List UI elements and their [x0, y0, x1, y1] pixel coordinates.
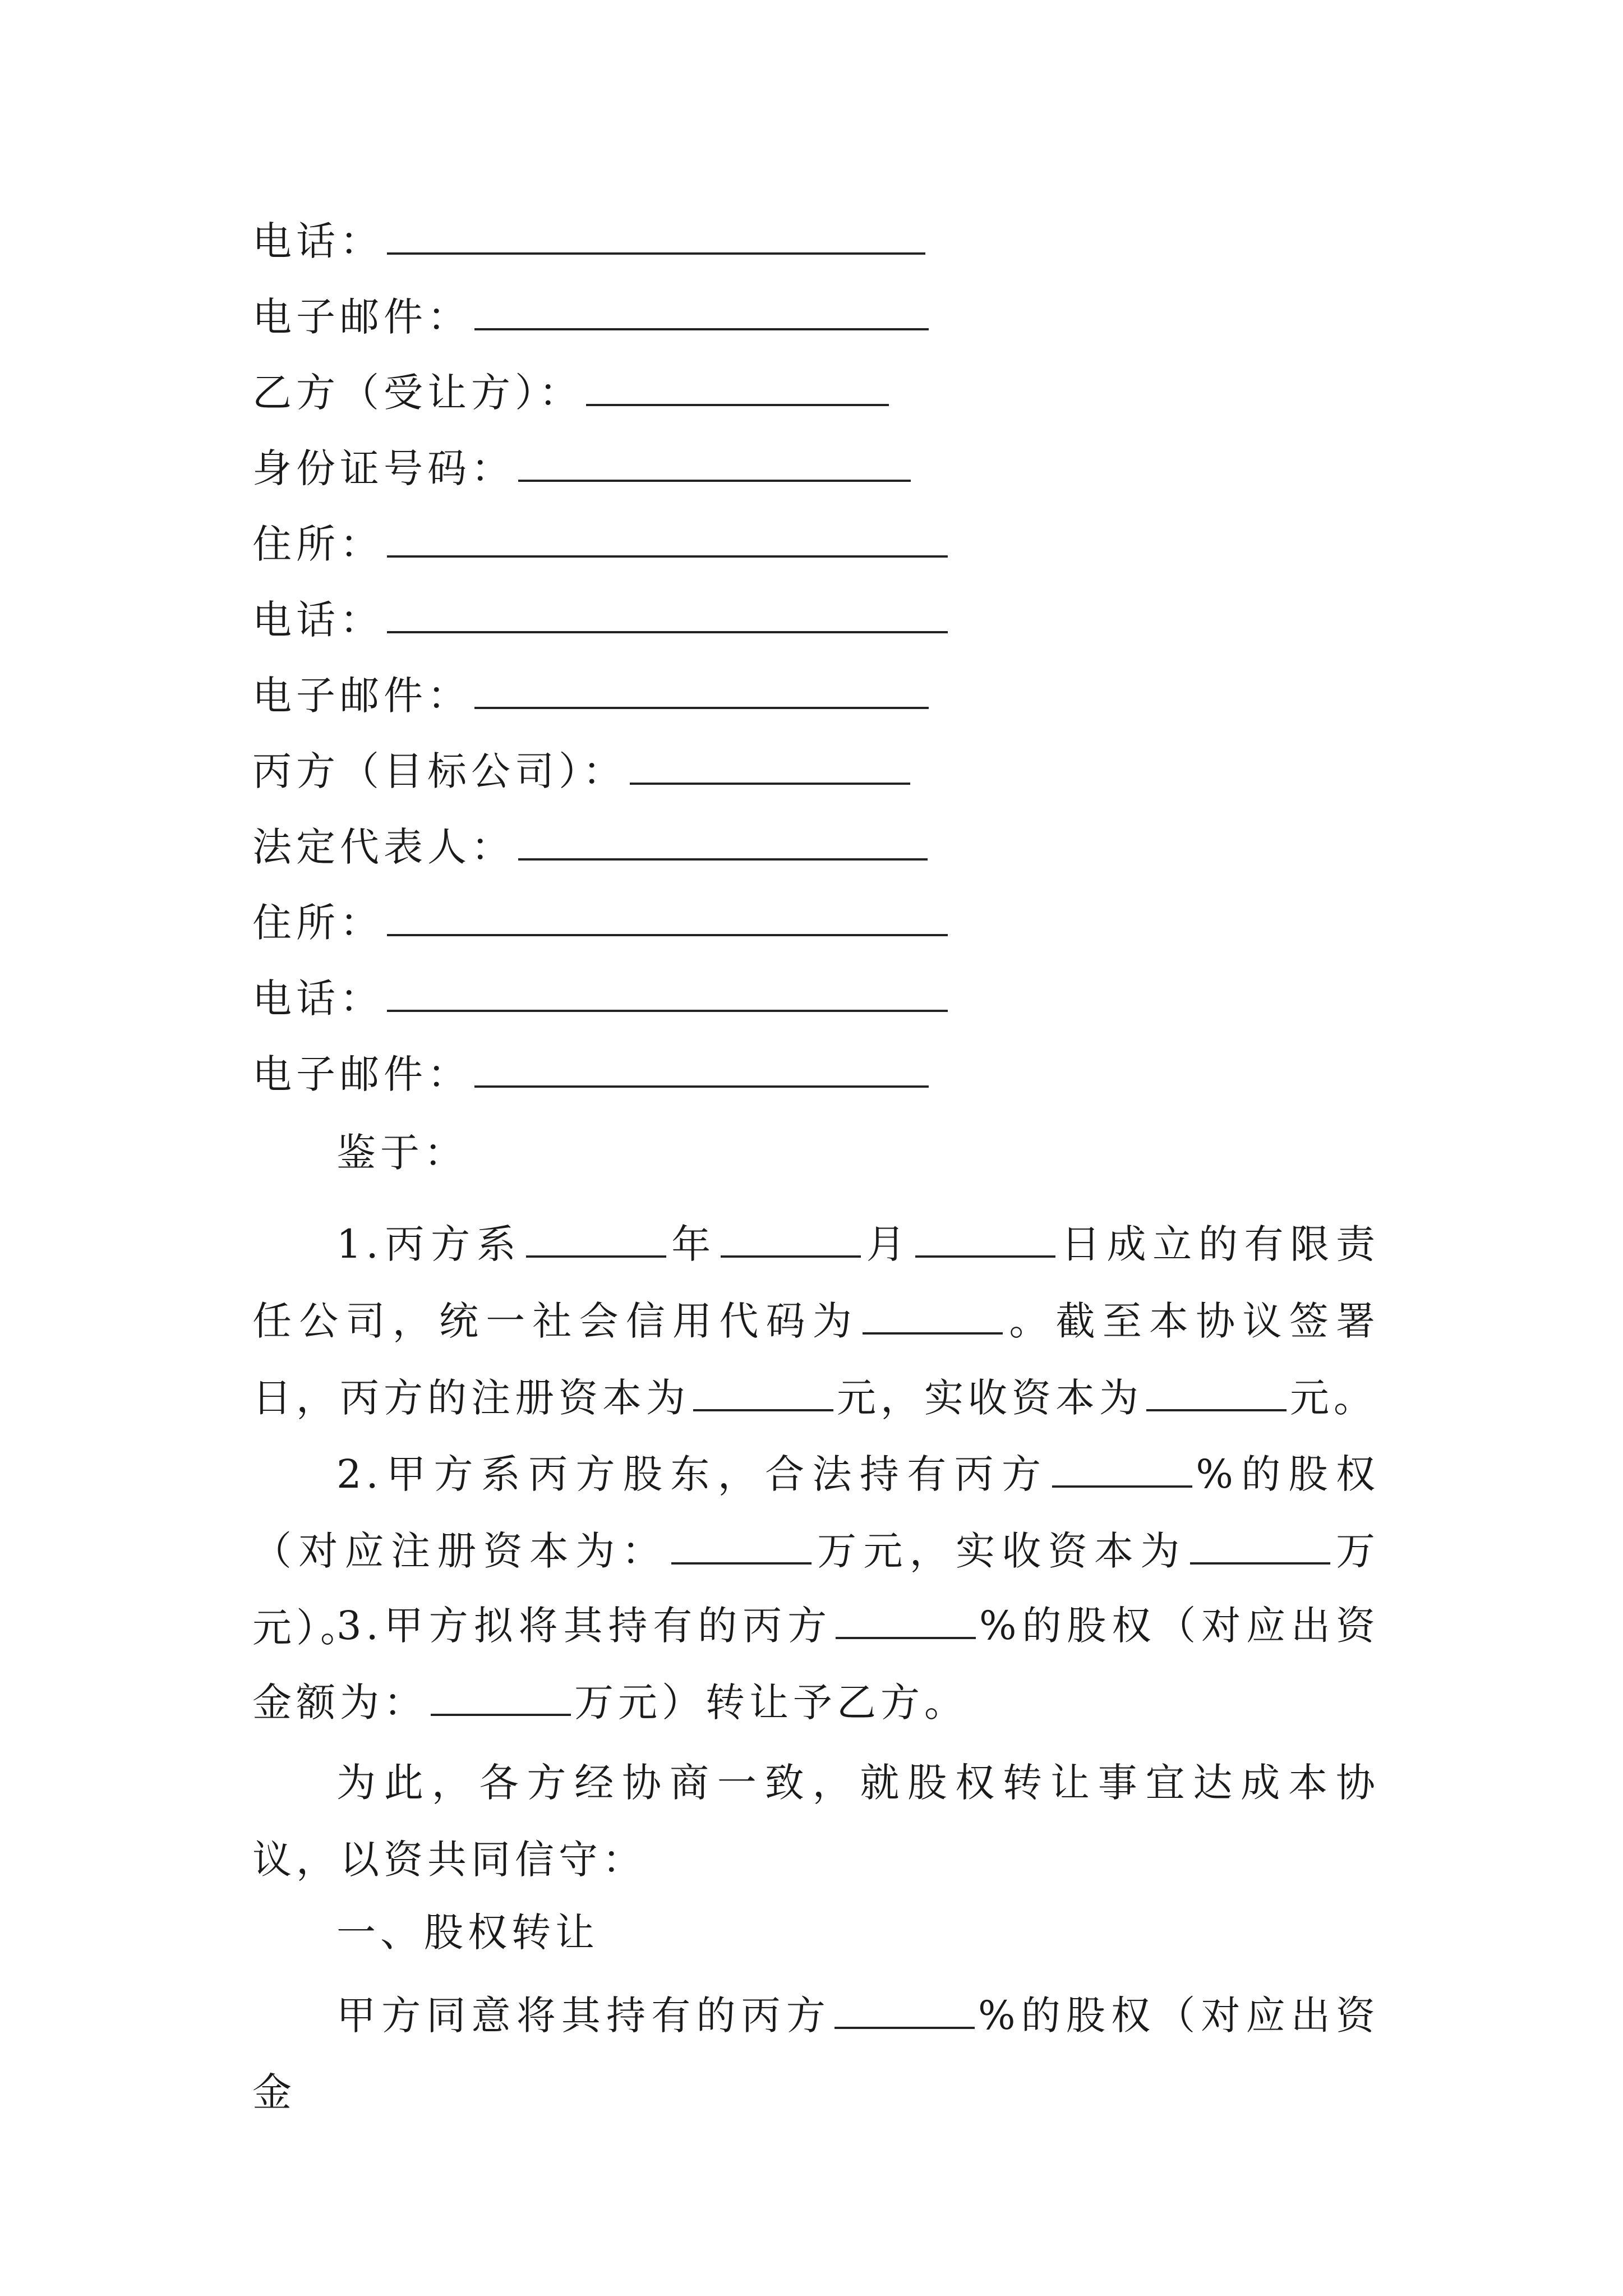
text: 月	[864, 1221, 912, 1267]
fill-blank[interactable]	[474, 672, 929, 709]
field-label: 电话：	[252, 976, 384, 1022]
recitals-heading: 鉴于：	[336, 1130, 468, 1176]
text: 万元）。	[252, 1528, 1380, 1651]
fill-blank[interactable]	[693, 1374, 833, 1411]
fill-blank[interactable]	[671, 1527, 811, 1565]
field-label: 住所：	[252, 900, 384, 946]
field-label: 丙方（目标公司）：	[252, 748, 626, 794]
fill-blank[interactable]	[526, 1221, 666, 1258]
text: 年	[669, 1221, 717, 1267]
field-label: 电子邮件：	[252, 294, 471, 340]
resolution-paragraph: 为此，各方经协商一致，就股权转让事宜达成本协议，以资共同信守：	[252, 1760, 1380, 1883]
field-label: 身份证号码：	[252, 445, 515, 491]
field-label: 法定代表人：	[252, 824, 515, 870]
field-label: 电话：	[252, 218, 384, 264]
field-party-b	[252, 367, 892, 418]
field-email-3	[252, 1049, 932, 1099]
fill-blank[interactable]	[431, 1679, 571, 1716]
fill-blank[interactable]	[474, 293, 929, 330]
field-phone-1	[252, 216, 929, 266]
fill-blank[interactable]	[387, 218, 925, 255]
text: 甲方同意将其持有的丙方	[336, 1993, 832, 2039]
field-email-2	[252, 670, 932, 721]
text: %的股权（对应注册资本为：	[252, 1451, 1380, 1574]
field-label: 电子邮件：	[252, 673, 471, 719]
text: 元，实收资本为	[837, 1375, 1143, 1421]
text: 日成立的有限责任公司，统一社会信用代码为	[252, 1221, 1380, 1344]
text: %的股权（对应出资金额为：	[252, 1603, 1380, 1726]
field-phone-2	[252, 595, 951, 645]
fill-blank[interactable]	[518, 445, 911, 482]
fill-blank[interactable]	[518, 823, 928, 861]
fill-blank[interactable]	[721, 1221, 861, 1258]
section-1-title: 一、股权转让	[336, 1910, 599, 1955]
fill-blank[interactable]	[387, 596, 948, 633]
text: 元。	[1290, 1375, 1377, 1421]
fill-blank[interactable]	[1190, 1527, 1330, 1565]
field-party-c	[252, 746, 914, 797]
text: 万元）转让予乙方。	[574, 1680, 968, 1726]
text: 3.甲方拟将其持有的丙方	[336, 1603, 833, 1649]
fill-blank[interactable]	[836, 1602, 976, 1639]
fill-blank[interactable]	[1052, 1451, 1192, 1488]
fill-blank[interactable]	[474, 1051, 929, 1088]
text: 1.丙方系	[336, 1221, 523, 1267]
fill-blank[interactable]	[387, 899, 948, 936]
fill-blank[interactable]	[834, 1992, 975, 2029]
fill-blank[interactable]	[586, 369, 889, 406]
fill-blank[interactable]	[387, 521, 948, 558]
fill-blank[interactable]	[387, 975, 948, 1012]
text: %的股权（对应出资金	[252, 1993, 1380, 2115]
field-label: 住所：	[252, 521, 384, 567]
field-address-1	[252, 519, 951, 569]
text: 2.甲方系丙方股东，合法持有丙方	[336, 1451, 1049, 1497]
fill-blank[interactable]	[630, 748, 910, 785]
fill-blank[interactable]	[915, 1221, 1055, 1258]
recital-3	[252, 1588, 1380, 1741]
text: 万元，实收资本为	[814, 1528, 1187, 1574]
fill-blank[interactable]	[1146, 1374, 1287, 1411]
field-label: 电子邮件：	[252, 1051, 471, 1097]
recital-1	[252, 1206, 1380, 1437]
field-label: 电话：	[252, 597, 384, 643]
section-1-paragraph	[252, 1977, 1380, 2115]
field-address-2	[252, 898, 951, 948]
text: 。截至本协议签署日，丙方的注册资本为	[252, 1298, 1380, 1421]
field-id-number	[252, 443, 914, 494]
field-label: 乙方（受让方）：	[252, 370, 583, 416]
field-email-1	[252, 292, 932, 342]
field-phone-3	[252, 973, 951, 1024]
field-legal-rep	[252, 822, 931, 872]
fill-blank[interactable]	[863, 1297, 1003, 1335]
